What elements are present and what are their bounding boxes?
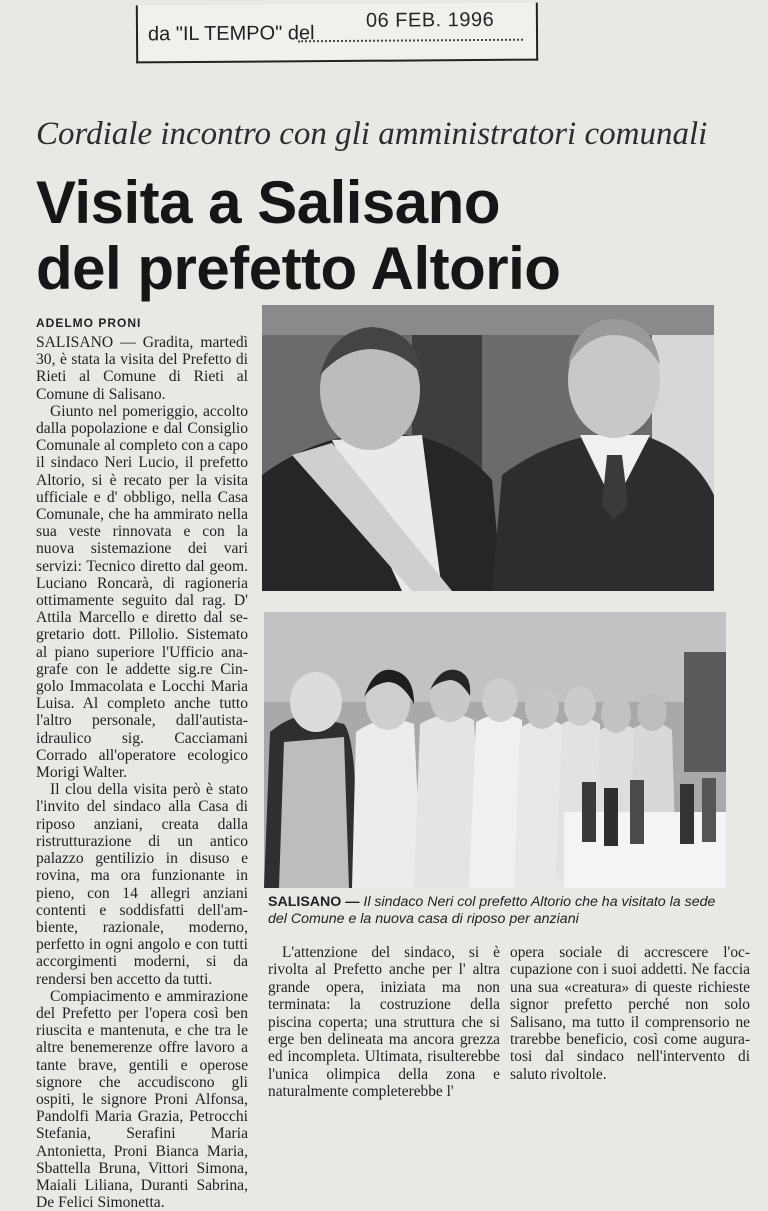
stamp-dotted-line — [298, 39, 523, 43]
article-column-2 — [268, 944, 500, 1101]
paragraph: Il clou della visita però è stato l'invito del sindaco alla Casa di riposo anziani, creata dalla ristrutturazione di un antico palazzo gentilizio in disuso e rovina, ma ora funzionante in pieno, con 14 allegri anziani contenti e soddisfatti dell'ambiente, razionale, moderno, perfetto in ogni angolo e con tutti accorgimenti moderni, si da rendersi ben accetto da tutti. — [36, 781, 248, 988]
article-column-3 — [510, 944, 750, 1083]
stamp-date: 06 FEB. 1996 — [365, 8, 495, 32]
photo-rest-home-staff — [264, 612, 726, 888]
stamp-source: da "IL TEMPO" del — [147, 22, 315, 46]
article-column-1 — [36, 334, 248, 1211]
paragraph: L'attenzione del sindaco, si è rivolta al Prefetto anche per l' altra grande opera, iniziata ma non terminata: la costruzione della piscina coperta; una struttura che si erge ben delineata ma ancora grezza ed incompleta. Ultimata, risulterebbe l'unica olimpica della zona e naturalmente completerebbe l' — [268, 944, 500, 1101]
headline — [36, 170, 736, 302]
byline: ADELMO PRONI — [36, 316, 142, 330]
paragraph: Compiacimento e ammirazione del Prefetto per l'opera così ben riuscita e mantenuta, e che tra le altre benemerenze offre lavoro a tante brave, gentili e operose signore che accudiscono gli ospiti, le signore Proni Alfonsa, Pandolfi Maria Grazia, Petrocchi Stefania, Serafini Maria Antonietta, Proni Bianca Maria, Sbattella Bruna, Vittori Simona, Maiali Liliana, Duranti Sabrina, De Felici Simonetta. — [36, 987, 248, 1211]
photo-prefect-and-mayor-image — [262, 305, 714, 591]
photo-caption — [268, 894, 734, 928]
paragraph: Giunto nel pomeriggio, accolto dalla popolazione e dal Consiglio Comunale al completo con a capo il sindaco Neri Lucio, il prefetto Altorio, si è recato per la visita ufficiale e d' obbligo, nella Casa Comunale, che ha ammirato nella sua veste rinnovata e con la nuova sistemazione dei vari servizi: Tecnico diretto dal geom. Luciano Roncarà, di ragioneria ottimamente seguito dal rag. D' Attila Marcello e diretto dal segretario dott. Pillolio. Sistemato al piano superiore l'Ufficio anagrafe con le addette sig.re Cingolo Immacolata e Locchi Maria Luisa. Al completo anche tutto l'altro personale, dall'autista-idraulico sig. Cacciamani Corrado all'operatore ecologico Morigi Walter. — [36, 402, 248, 782]
paragraph: SALISANO — Gradita, martedì 30, è stata la visita del Prefetto di Rieti al Comune di Rieti al Comune di Salisano. — [36, 334, 248, 403]
kicker: Cordiale incontro con gli amministratori comunali — [36, 116, 708, 152]
headline-line-1: Visita a Salisano — [36, 169, 500, 236]
paragraph: opera sociale di accrescere l'occupazione con i suoi addetti. Ne faccia una sua «creatura» di queste richieste signor prefetto perché non solo Salisano, ma tutto il comprensorio ne trarebbe beneficio, così come auguratosi dal sindaco nell'intervento di saluto rivoltole. — [510, 944, 750, 1083]
headline-line-2: del prefetto Altorio — [36, 235, 561, 302]
caption-place: SALISANO — — [268, 894, 360, 910]
caption-text: Il sindaco Neri col prefetto Altorio che ha visitato la sede del Comune e la nuova casa di riposo per anziani — [268, 894, 716, 927]
photo-prefect-and-mayor — [262, 305, 714, 591]
archive-stamp — [136, 3, 538, 64]
photo-rest-home-staff-image — [264, 612, 726, 888]
